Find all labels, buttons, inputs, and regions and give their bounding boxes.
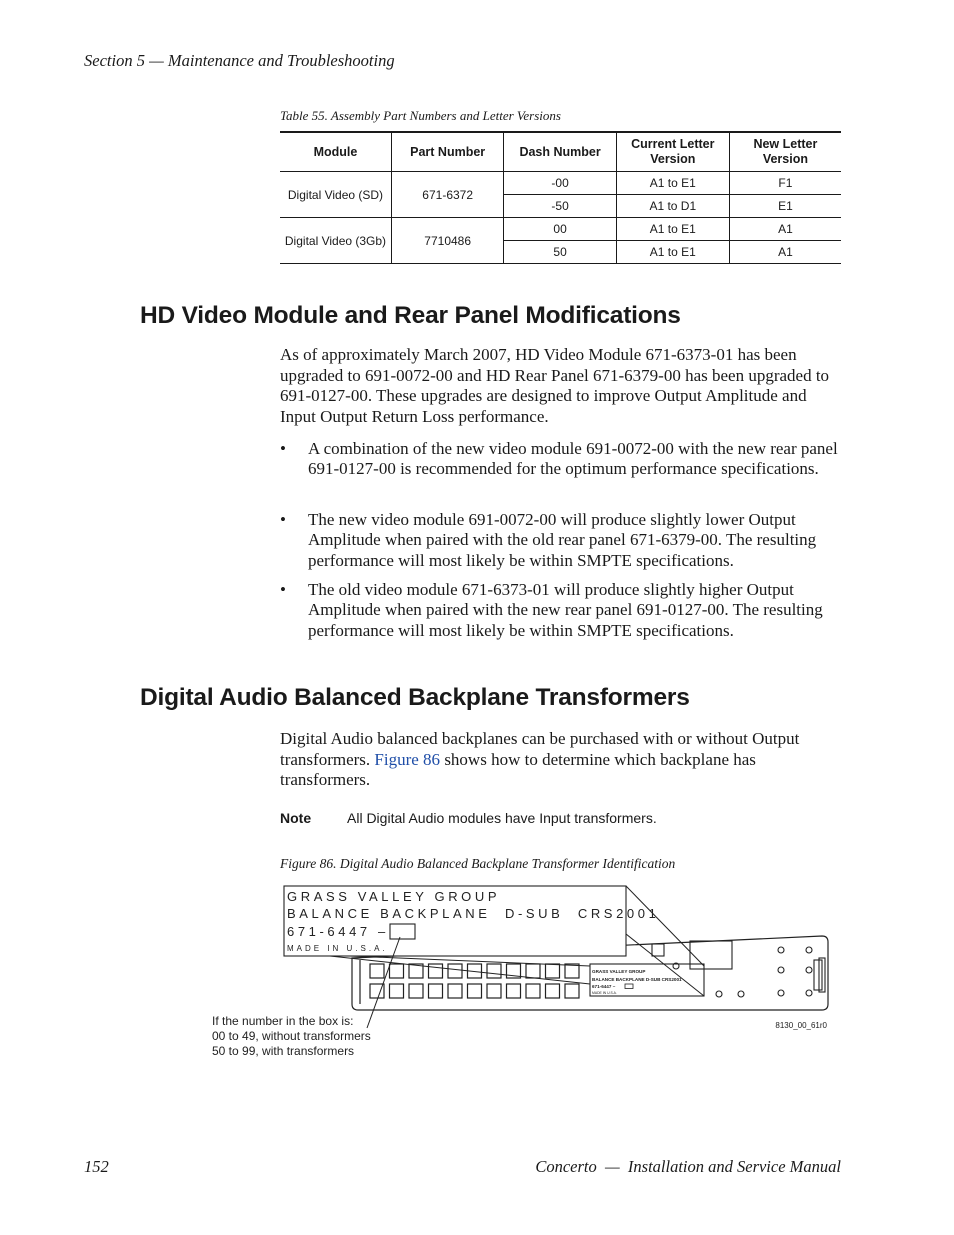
connector-square	[390, 964, 404, 978]
callout-line: 00 to 49, without transformers	[212, 1029, 371, 1043]
running-header: Section 5 — Maintenance and Troubleshooting	[84, 51, 395, 70]
connector-square	[448, 964, 462, 978]
connector-square	[487, 984, 501, 998]
manual-title: Concerto — Installation and Service Manual	[535, 1157, 841, 1176]
bullet-text: The new video module 691-0072-00 will produce slightly lower Output Amplitude when paired with the old rear panel 671-6379-00. The resulting performance will most likely be within SMPTE specifications.	[308, 510, 817, 570]
module-cell: Digital Video (SD)	[280, 172, 391, 218]
connector-square	[565, 964, 579, 978]
dash-number-cell: 50	[504, 241, 616, 264]
magnified-label	[284, 886, 659, 956]
hd-section-heading: HD Video Module and Rear Panel Modifications	[140, 302, 681, 329]
table-header-row	[280, 132, 841, 172]
figure-id: 8130_00_61r0	[775, 1021, 827, 1030]
callout-line: If the number in the box is:	[212, 1014, 354, 1028]
bullet-symbol: •	[280, 510, 286, 529]
table-caption: Table 55. Assembly Part Numbers and Letter Versions	[280, 108, 561, 123]
current-version-cell: A1 to E1	[616, 218, 729, 241]
label-line-origin: MADE IN U.S.A.	[287, 944, 388, 953]
mini-label-line: 671-6447 –	[592, 984, 616, 989]
assembly-parts-table	[280, 131, 841, 264]
connector-square	[546, 984, 560, 998]
callout-line: 50 to 99, with transformers	[212, 1044, 355, 1058]
figure-caption: Figure 86. Digital Audio Balanced Backplane Transformer Identification	[280, 856, 676, 871]
board-label	[592, 969, 682, 995]
new-version-cell: A1	[729, 241, 841, 264]
mini-label-line: GRASS VALLEY GROUP	[592, 969, 646, 974]
dash-number-box	[390, 924, 415, 939]
connector-square	[546, 964, 560, 978]
connector-square	[409, 984, 423, 998]
connector-square	[487, 964, 501, 978]
connector-square	[526, 984, 540, 998]
table-row	[280, 172, 841, 195]
connector-square	[429, 964, 443, 978]
current-version-cell: A1 to D1	[616, 195, 729, 218]
bullet-text: The old video module 671-6373-01 will produce slightly higher Output Amplitude when paired with the new rear panel 691-0127-00. The resulting performance will most likely be within SMPTE specifications.	[308, 580, 823, 640]
connector-square	[565, 984, 579, 998]
connector-square	[507, 984, 521, 998]
backplane-figure	[200, 880, 840, 1060]
column-header: New Letter Version	[729, 132, 841, 172]
bullet-symbol: •	[280, 580, 286, 599]
bullet-symbol: •	[280, 439, 286, 458]
current-version-cell: A1 to E1	[616, 172, 729, 195]
callout-text	[212, 1014, 371, 1058]
mini-label-line: MADE IN U.S.A.	[592, 991, 617, 995]
column-header: Dash Number	[504, 132, 616, 172]
module-cell: Digital Video (3Gb)	[280, 218, 391, 264]
table-row	[280, 218, 841, 241]
dash-number-cell: -50	[504, 195, 616, 218]
connector-square	[468, 984, 482, 998]
audio-paragraph	[280, 729, 845, 791]
paragraph-text: shows how to determine which backplane has transformers.	[280, 749, 756, 789]
connector-square	[429, 984, 443, 998]
connector-array	[370, 964, 579, 998]
dash-number-cell: 00	[504, 218, 616, 241]
column-header: Current Letter Version	[616, 132, 729, 172]
note-text: All Digital Audio modules have Input transformers.	[347, 810, 657, 826]
bullet-text: A combination of the new video module 691-0072-00 with the new rear panel 691-0127-00 is recommended for the optimum performance specifications.	[308, 439, 838, 479]
connector-square	[370, 964, 384, 978]
paragraph-text: Digital Audio balanced backplanes can be purchased with or without Output transformers.	[280, 729, 800, 769]
current-version-cell: A1 to E1	[616, 241, 729, 264]
connector-square	[526, 964, 540, 978]
page-number: 152	[84, 1157, 109, 1176]
label-line-company: GRASS VALLEY GROUP	[287, 889, 501, 904]
column-header: Part Number	[391, 132, 503, 172]
label-line-product: BALANCE BACKPLANE D-SUB CRS2001	[287, 906, 660, 921]
connector-square	[448, 984, 462, 998]
figure-86-link[interactable]: Figure 86	[374, 749, 441, 769]
label-line-part-number: 671-6447 –	[287, 924, 389, 939]
dash-number-cell: -00	[504, 172, 616, 195]
new-version-cell: F1	[729, 172, 841, 195]
hd-intro-paragraph: As of approximately March 2007, HD Video Module 671-6373-01 has been upgraded to 691-0072-00 and HD Rear Panel 671-6379-00 has been upgraded to 691-0127-00. These upgrades are designed to improve Output Amplitude and Input Output Return Loss performance.	[280, 345, 830, 426]
column-header: Module	[280, 132, 391, 172]
audio-section-heading: Digital Audio Balanced Backplane Transformers	[140, 684, 690, 711]
new-version-cell: A1	[729, 218, 841, 241]
part-number-cell: 7710486	[391, 218, 503, 264]
connector-square	[390, 984, 404, 998]
new-version-cell: E1	[729, 195, 841, 218]
mini-label-line: BALANCE BACKPLANE D-SUB CRS2001	[592, 977, 682, 982]
note-label: Note	[280, 810, 312, 826]
part-number-cell: 671-6372	[391, 172, 503, 218]
